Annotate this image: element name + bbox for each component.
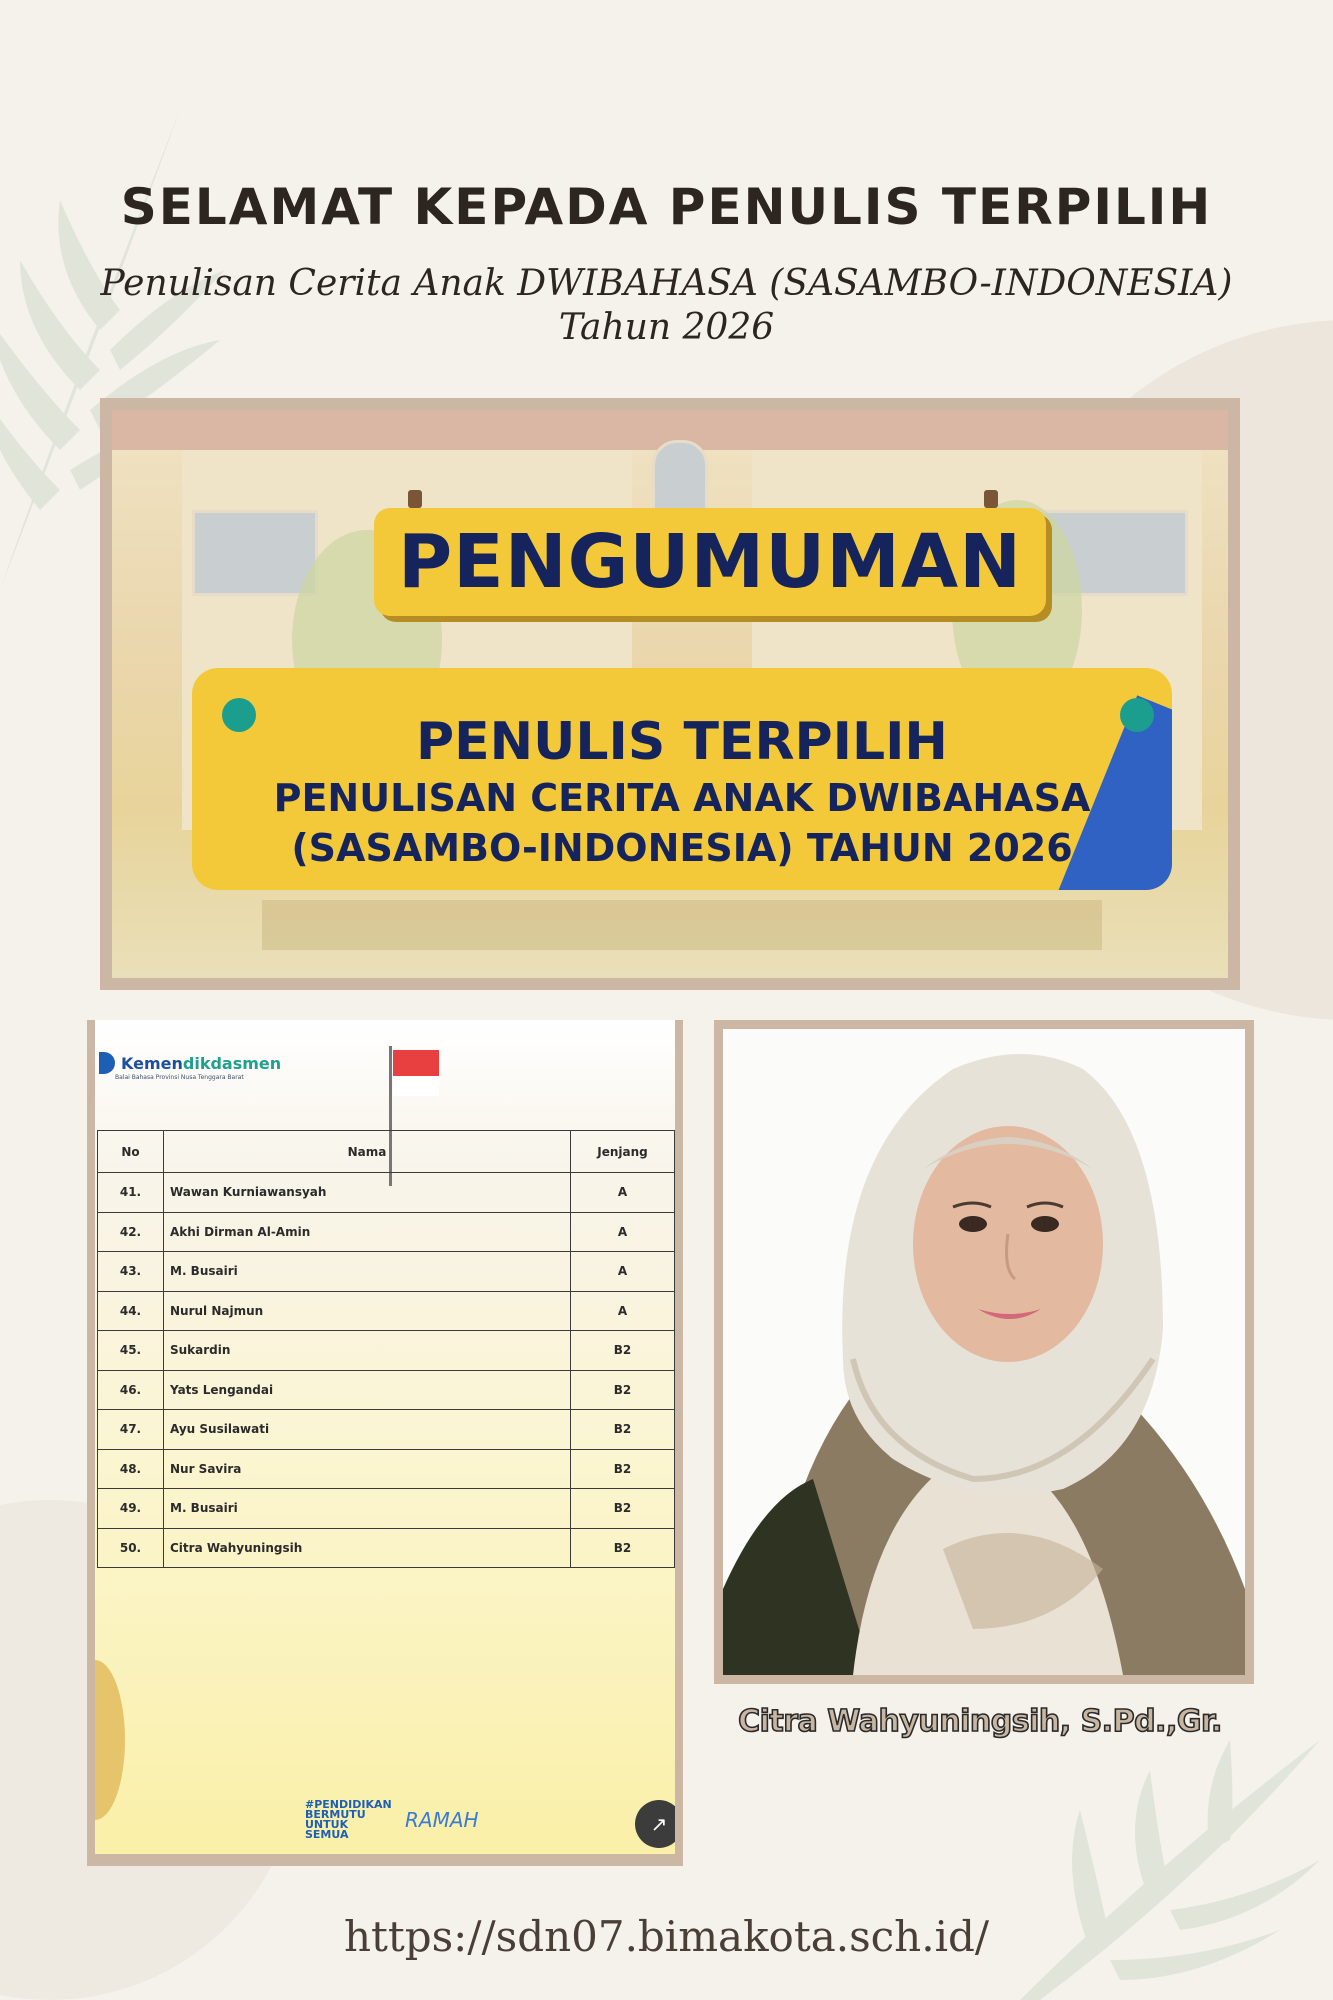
writer-photo bbox=[723, 1029, 1245, 1675]
document-footer-logos bbox=[305, 1800, 479, 1840]
decorative-fruit bbox=[95, 1660, 125, 1820]
cell-jenjang: B2 bbox=[571, 1370, 675, 1410]
cell-jenjang: B2 bbox=[571, 1331, 675, 1371]
cell-nama: M. Busairi bbox=[164, 1489, 571, 1529]
cell-jenjang: A bbox=[571, 1291, 675, 1331]
flag-white bbox=[393, 1076, 439, 1096]
announcement-heading-sign bbox=[374, 508, 1046, 616]
logo-text: Kemendikdasmen bbox=[121, 1053, 282, 1073]
cell-jenjang: A bbox=[571, 1173, 675, 1213]
cell-nama: Nur Savira bbox=[164, 1449, 571, 1489]
cell-jenjang: A bbox=[571, 1252, 675, 1292]
ramah-logo: RAMAH bbox=[405, 1808, 479, 1832]
cell-nama: Sukardin bbox=[164, 1331, 571, 1371]
cell-no: 49. bbox=[98, 1489, 164, 1529]
column-header-nama: Nama bbox=[164, 1131, 571, 1173]
table-row bbox=[98, 1410, 675, 1450]
cell-jenjang: B2 bbox=[571, 1449, 675, 1489]
table-row bbox=[98, 1291, 675, 1331]
announcement-heading: PENGUMUMAN bbox=[397, 519, 1023, 605]
cell-no: 46. bbox=[98, 1370, 164, 1410]
writers-list-panel bbox=[87, 1020, 683, 1866]
cell-jenjang: A bbox=[571, 1212, 675, 1252]
table-row bbox=[98, 1212, 675, 1252]
cell-no: 50. bbox=[98, 1528, 164, 1568]
sign-line-1: PENULIS TERPILIH bbox=[416, 712, 948, 772]
table-row bbox=[98, 1252, 675, 1292]
expand-icon[interactable]: ↗ bbox=[635, 1800, 675, 1848]
table-row bbox=[98, 1528, 675, 1568]
sign-hanger bbox=[984, 490, 998, 508]
column-header-no: No bbox=[98, 1131, 164, 1173]
cell-no: 45. bbox=[98, 1331, 164, 1371]
cell-nama: Ayu Susilawati bbox=[164, 1410, 571, 1450]
logo-mark-icon bbox=[99, 1052, 115, 1074]
writers-table bbox=[97, 1130, 675, 1568]
cell-no: 41. bbox=[98, 1173, 164, 1213]
cell-jenjang: B2 bbox=[571, 1489, 675, 1529]
writer-name-caption: Citra Wahyuningsih, S.Pd.,Gr. bbox=[738, 1704, 1222, 1739]
column-header-jenjang: Jenjang bbox=[571, 1131, 675, 1173]
cell-nama: M. Busairi bbox=[164, 1252, 571, 1292]
banner-image bbox=[112, 410, 1228, 978]
logo-subtitle: Balai Bahasa Provinsi Nusa Tenggara Barat bbox=[115, 1074, 244, 1081]
table-row bbox=[98, 1489, 675, 1529]
website-url[interactable]: https://sdn07.bimakota.sch.id/ bbox=[343, 1912, 990, 1961]
table-row bbox=[98, 1370, 675, 1410]
kemendikdasmen-logo bbox=[99, 1052, 281, 1074]
person-portrait-icon bbox=[723, 1029, 1245, 1675]
cell-nama: Akhi Dirman Al-Amin bbox=[164, 1212, 571, 1252]
cell-jenjang: B2 bbox=[571, 1410, 675, 1450]
cell-jenjang: B2 bbox=[571, 1528, 675, 1568]
cell-nama: Nurul Najmun bbox=[164, 1291, 571, 1331]
pendidikan-bermutu-logo: #PENDIDIKAN BERMUTU UNTUK SEMUA bbox=[305, 1798, 392, 1841]
school-plaque bbox=[262, 900, 1102, 950]
cell-no: 43. bbox=[98, 1252, 164, 1292]
writer-photo-frame bbox=[714, 1020, 1254, 1684]
cell-no: 48. bbox=[98, 1449, 164, 1489]
selected-writers-sign bbox=[192, 668, 1172, 890]
announcement-banner bbox=[100, 398, 1240, 990]
cell-no: 44. bbox=[98, 1291, 164, 1331]
cell-no: 47. bbox=[98, 1410, 164, 1450]
cell-no: 42. bbox=[98, 1212, 164, 1252]
cell-nama: Wawan Kurniawansyah bbox=[164, 1173, 571, 1213]
subtitle-year: Tahun 2026 bbox=[558, 307, 775, 348]
table-row bbox=[98, 1173, 675, 1213]
page-subtitle bbox=[0, 262, 1333, 350]
table-row bbox=[98, 1331, 675, 1371]
cell-nama: Yats Lengandai bbox=[164, 1370, 571, 1410]
building-window bbox=[192, 510, 318, 596]
writers-list-document bbox=[95, 1020, 675, 1854]
table-header-row bbox=[98, 1131, 675, 1173]
sign-line-3: (SASAMBO-INDONESIA) TAHUN 2026 bbox=[291, 826, 1073, 870]
page-title: SELAMAT KEPADA PENULIS TERPILIH bbox=[120, 178, 1213, 236]
table-row bbox=[98, 1449, 675, 1489]
cell-nama: Citra Wahyuningsih bbox=[164, 1528, 571, 1568]
flag-red bbox=[393, 1050, 439, 1076]
sign-line-2: PENULISAN CERITA ANAK DWIBAHASA bbox=[273, 776, 1091, 820]
subtitle-line: Penulisan Cerita Anak DWIBAHASA (SASAMBO-INDONESIA) bbox=[100, 263, 1233, 304]
sign-hanger bbox=[408, 490, 422, 508]
